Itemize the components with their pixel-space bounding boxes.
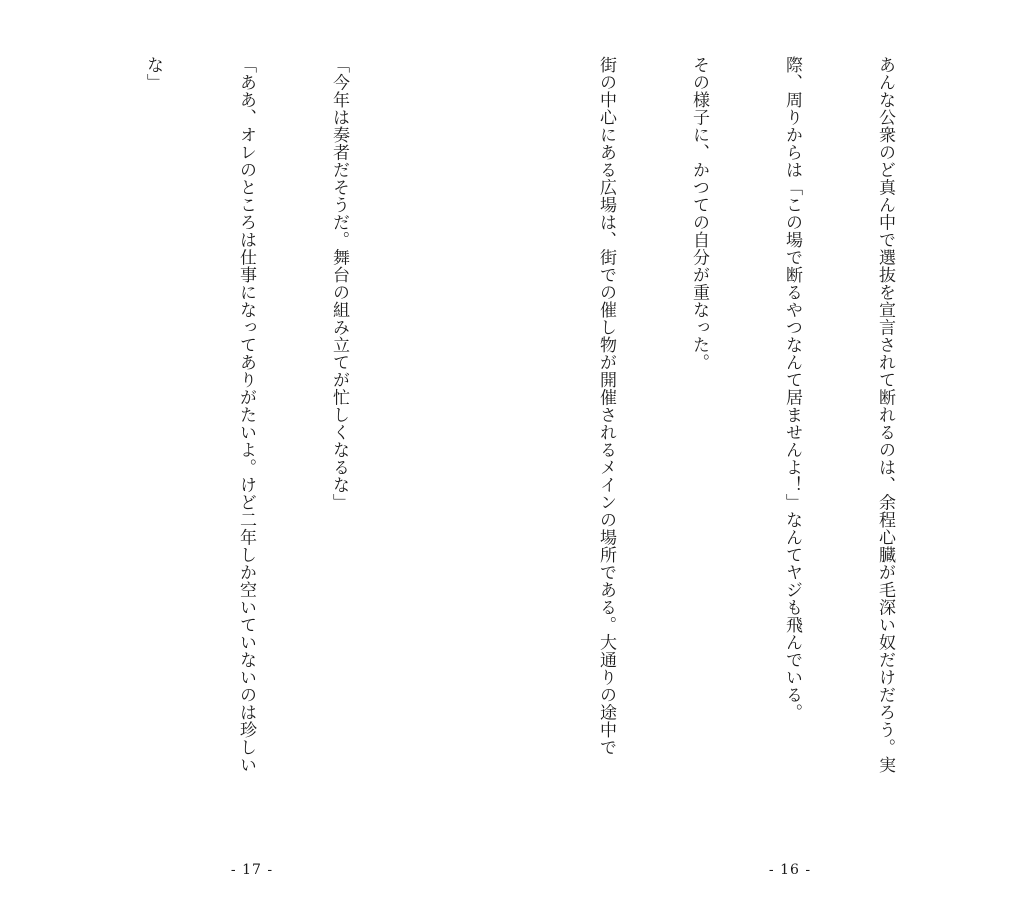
text-line: 街の中心にある広場は、街での催し物が開催されるメインの場所である。大通りの途中で bbox=[596, 56, 616, 756]
text-line: 「今年は奏者だそうだ。舞台の組み立てが忙しくなるな」 bbox=[329, 56, 349, 511]
text-line: その様子に、かつての自分が重なった。 bbox=[689, 56, 709, 371]
text-line: 「ああ、オレのところは仕事になってありがたいよ。けど二年しか空いていないのは珍しい bbox=[236, 56, 256, 774]
text-line: あんな公衆のど真ん中で選抜を宣言されて断れるのは、余程心臓が毛深い奴だけだろう。実 bbox=[875, 56, 895, 774]
text-line: 際、周りからは「この場で断るやつなんて居ませんよ！」なんてヤジも飛んでいる。 bbox=[782, 56, 802, 721]
text-line: な」 bbox=[143, 56, 163, 91]
page-17-text bbox=[86, 56, 416, 856]
page-number-16: - 16 - bbox=[768, 862, 812, 878]
page-16-text bbox=[542, 56, 962, 856]
page-number-17: - 17 - bbox=[230, 862, 274, 878]
page-16 bbox=[512, 0, 1024, 916]
